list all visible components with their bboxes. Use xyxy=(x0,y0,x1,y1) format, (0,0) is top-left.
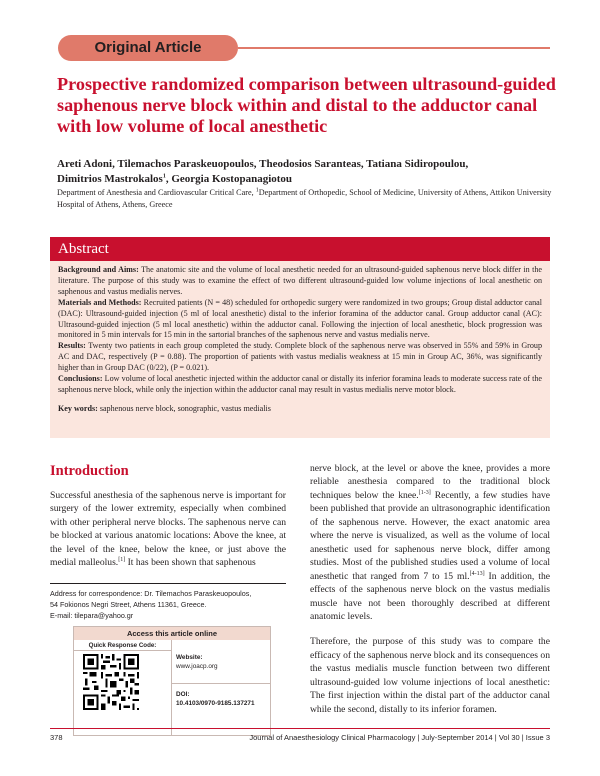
doi-label xyxy=(176,691,255,700)
website-label-text: Website: xyxy=(176,654,203,661)
section-label: Results: xyxy=(58,341,86,351)
footer-rule xyxy=(50,728,550,729)
section-text: Low volume of local anesthetic injected within the adductor canal or distally its inferior foramina leads to moderate success rate of the saphenous nerve block, while only the injection within the adductor canal may result in vastus medialis nerve motor block. xyxy=(58,374,542,394)
website-info xyxy=(176,654,218,671)
correspondence xyxy=(50,588,286,621)
article-title: Prospective randomized comparison between ultrasound-guided saphenous nerve block within and distal to the adductor canal with low volume of local anesthetic xyxy=(57,74,556,136)
abstract-body xyxy=(50,261,550,438)
divider xyxy=(172,683,270,684)
website-label xyxy=(176,654,218,663)
abstract-conclusions xyxy=(58,374,542,396)
section-text: Recruited patients (N = 48) scheduled for orthopedic surgery were randomized in two groups; Group distal adductor canal (DAC): Ultrasound-guided injection (5 ml of local anesthetic) distal to the inferior foramina of the adductor canal. Group adductor canal (AC): Ultrasound-guided injection (5 ml local anesthetic) within the adductor canal. Following the injection of local anesthetic, block progression was monitored in 5 min intervals for 15 min in the sartorial branches of the saphenous nerve and vastus medialis nerve. xyxy=(58,297,542,340)
citation[interactable]: [1] xyxy=(118,557,126,564)
citation[interactable]: [1-3] xyxy=(418,489,431,496)
affiliation-marker: 1 xyxy=(162,172,166,179)
divider xyxy=(50,583,286,584)
abstract-background xyxy=(58,265,542,298)
access-article-box xyxy=(73,626,271,736)
authors-line-2 xyxy=(57,172,557,187)
doi-info xyxy=(176,691,255,708)
section-label: Materials and Methods: xyxy=(58,297,142,307)
body-text: Successful anesthesia of the saphenous nerve is important for surgery of the lower extremity, especially when combined with other peripheral nerve blocks. The saphenous nerve can be blocked at various anatomic locations: Above the knee, at the level of the knee, below the knee, or just above the medial malleolus. xyxy=(50,490,286,569)
affiliation-text: Department of Anesthesia and Cardiovascular Critical Care, xyxy=(57,188,256,197)
article-type-label: Original Article xyxy=(94,39,202,56)
section-text: The anatomic site and the volume of local anesthetic needed for an ultrasound-guided saphenous nerve block differ in the literature. The purpose of this study was to examine the effect of two different ultrasound-guided low volume injections of local anesthetic on saphenous and vastus medialis nerves. xyxy=(58,265,542,296)
correspondence-street: 54 Fokionos Negri Street, Athens 11361, Greece. xyxy=(50,600,207,609)
body-text: In addition, the effects of the saphenous nerve block on the vastus medialis muscle have not been thoroughly described at different anatomic levels. xyxy=(310,570,550,622)
section-label: Conclusions: xyxy=(58,374,103,384)
qr-label: Quick Response Code: xyxy=(74,640,172,651)
body-text: nerve block, at the level or above the knee, provides a more reliable anesthesia compared to the traditional block techniques below the knee. xyxy=(310,463,550,501)
affiliation xyxy=(57,187,557,211)
body-paragraph: Therefore, the purpose of this study was to compare the efficacy of the saphenous nerve block and its consequences on the vastus medialis muscle function between two different ultrasound-guided low volume injections of local anesthetic: The first injection within the distal part of the adductor canal while the second, distally to its inferior foramen. xyxy=(310,636,550,715)
abstract-results xyxy=(58,341,542,374)
citation[interactable]: [4-13] xyxy=(469,570,485,577)
intro-left-column xyxy=(50,489,286,570)
doi-value[interactable] xyxy=(176,700,255,709)
introduction-heading: Introduction xyxy=(50,463,129,479)
keywords xyxy=(58,404,542,415)
qr-code-icon[interactable] xyxy=(83,654,139,710)
intro-right-column xyxy=(310,462,550,716)
abstract-methods xyxy=(58,298,542,342)
article-type-badge xyxy=(58,35,238,61)
author-name: , Georgia Kostopanagiotou xyxy=(165,172,293,185)
body-text: It has been shown that saphenous xyxy=(125,557,256,569)
abstract-heading: Abstract xyxy=(58,241,109,257)
doi-label-text: DOI: xyxy=(176,691,190,698)
body-paragraph xyxy=(310,462,550,623)
website-link[interactable]: www.joacp.org xyxy=(176,662,218,670)
affiliation-marker: 1 xyxy=(255,187,259,194)
doi-link[interactable]: 10.4103/0970-9185.137271 xyxy=(176,699,255,707)
section-label: Background and Aims: xyxy=(58,265,139,274)
abstract-header xyxy=(50,237,550,261)
correspondence-email[interactable]: E-mail: tilepara@yahoo.gr xyxy=(50,611,134,620)
author-list xyxy=(57,157,557,186)
section-text: Twenty two patients in each group completed the study. Complete block of the saphenous nerve was observed in 55% and 59% in Group AC and DAC, respectively (P = 0.88). The proportion of patients with vastus medialis weakness at 15 min in Group AC, 36%, was significantly higher than in Group DAC (0/22), (P = 0.021). xyxy=(58,341,542,373)
correspondence-label: Address for correspondence: xyxy=(50,589,143,598)
page-number: 378 xyxy=(50,733,63,742)
access-box-heading: Access this article online xyxy=(74,627,270,640)
correspondence-name: Dr. Tilemachos Paraskeuopoulos, xyxy=(142,589,252,598)
authors-line-1: Areti Adoni, Tilemachos Paraskeuopoulos, Theodosios Saranteas, Tatiana Sidiropoulou, xyxy=(57,158,469,170)
journal-citation: Journal of Anaesthesiology Clinical Pharmacology | July-September 2014 | Vol 30 | Issue 3 xyxy=(249,733,550,742)
affiliation-text: Department of Orthopedic, School of Medicine, University of Athens, Attikon University Hospital of Athens, Athens, Greece xyxy=(57,188,552,209)
body-text: Recently, a few studies have been published that provide an ultrasonographic identification of the saphenous nerve. However, the exact anatomic area where the nerve is visualized, as well as the volume of local anesthetic used for saphenous nerve block, differ among studies. Most of the published studies used a volume of local anesthetic that ranged from 7 to 15 ml. xyxy=(310,489,551,582)
section-text: saphenous nerve block, sonographic, vastus medialis xyxy=(97,403,271,413)
author-name: Dimitrios Mastrokalos xyxy=(57,172,163,185)
header-rule xyxy=(238,47,550,49)
section-label: Key words: xyxy=(58,403,98,413)
correspondence-line xyxy=(50,588,286,599)
qr-cell xyxy=(74,651,172,735)
